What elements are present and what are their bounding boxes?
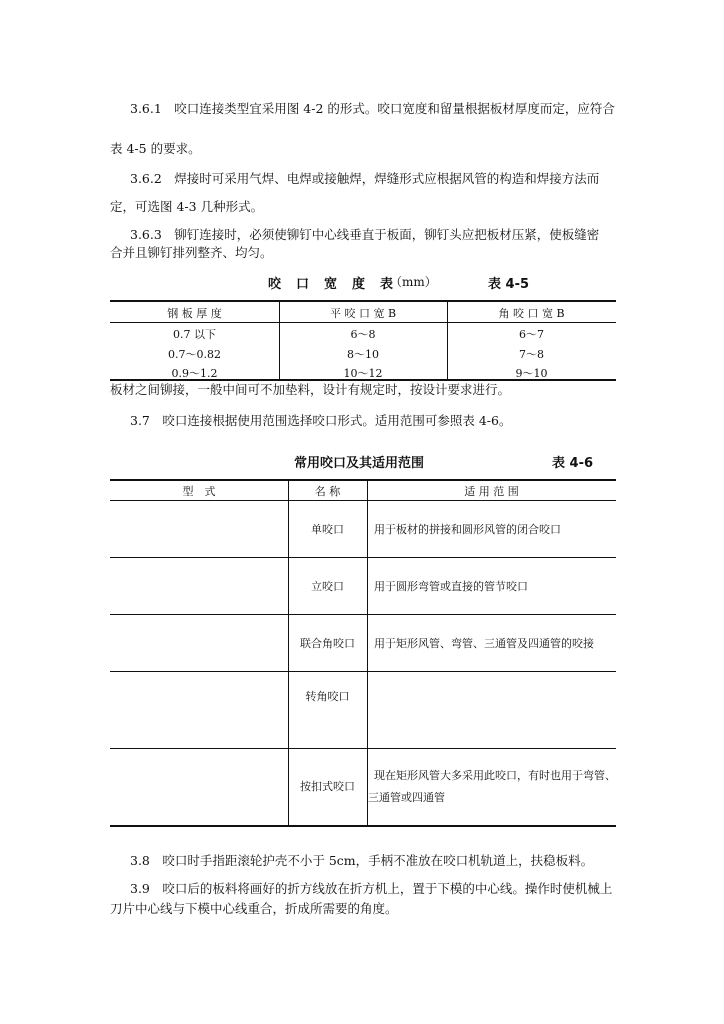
table-4-5-row-2-flat: 8～10 [347, 348, 379, 361]
table-4-6-bottom-rule [110, 825, 616, 827]
paragraph-3-9-line-2: 刀片中心线与下模中心线重合，折成所需要的角度。 [110, 901, 398, 916]
table-4-6-row-rule-1 [110, 557, 616, 558]
table-4-5-header-rule [110, 322, 616, 323]
table-4-6-row-3-name: 联合角咬口 [300, 637, 355, 650]
table-4-6-row-2-name: 立咬口 [311, 580, 344, 593]
table-4-6-row-rule-3 [110, 671, 616, 672]
table-4-5-row-1-corner: 6～7 [519, 328, 544, 341]
table-4-5-row-2-corner: 7～8 [519, 348, 544, 361]
paragraph-3-6-2-line-2: 定，可选图 4-3 几种形式。 [110, 199, 264, 214]
table-4-6-row-rule-4 [110, 748, 616, 749]
table-4-6-row-1-name: 单咬口 [311, 523, 344, 536]
paragraph-3-6-3-line-2: 合并且铆钉排列整齐、均匀。 [110, 245, 273, 260]
table-4-6-row-2-scope: 用于圆形弯管或直接的管节咬口 [374, 580, 528, 593]
table-4-5-number: 表 4-5 [488, 277, 530, 292]
table-4-5-row-2-thickness: 0.7～0.82 [168, 348, 221, 361]
table-4-6-title: 常用咬口及其适用范围 [294, 456, 425, 471]
table-4-6-number: 表 4-6 [552, 456, 594, 471]
table-4-6-row-5-scope-line-1: 现在矩形风管大多采用此咬口，有时也用于弯管、 [374, 769, 616, 782]
table-4-6-row-4-name: 转角咬口 [305, 690, 350, 703]
table-4-6-row-3-scope: 用于矩形风管、弯管、三通管及四通管的咬接 [374, 637, 594, 650]
paragraph-3-6-2-line-1: 3.6.2 焊接时可采用气焊、电焊或接触焊，焊缝形式应根据风管的构造和焊接方法而 [130, 171, 600, 186]
table-4-5-title: 咬 口 宽 度 表 [268, 277, 395, 292]
table-4-5-row-3-thickness: 0.9～1.2 [171, 367, 218, 380]
table-4-6-header-rule [110, 500, 616, 501]
paragraph-riveting-note: 板材之间铆接，一般中间可不加垫料，设计有规定时，按设计要求进行。 [110, 382, 511, 397]
table-4-5-header-flat-width: 平 咬 口 宽 B [329, 307, 397, 320]
table-4-5-top-rule [110, 300, 616, 302]
table-4-5-row-1-flat: 6～8 [350, 328, 376, 341]
paragraph-3-6-1-line-2: 表 4-5 的要求。 [110, 141, 201, 156]
table-4-6-row-5-name: 按扣式咬口 [300, 780, 355, 793]
table-4-5-header-corner-width: 角 咬 口 宽 B [498, 307, 565, 320]
table-4-6-row-1-scope: 用于板材的拼接和圆形风管的闭合咬口 [374, 523, 561, 536]
table-4-5-unit: （mm） [390, 275, 437, 289]
table-4-6-row-5-scope-line-2: 三通管或四通管 [368, 791, 445, 804]
table-4-6-header-scope: 适 用 范 围 [464, 485, 519, 498]
table-4-6-header-name: 名 称 [314, 485, 341, 498]
paragraph-3-6-1-line-1: 3.6.1 咬口连接类型宜采用图 4-2 的形式。咬口宽度和留量根据板材厚度而定，应符合 [130, 101, 615, 116]
table-4-6-col-divider-2 [367, 479, 368, 825]
paragraph-3-6-3-line-1: 3.6.3 铆钉连接时，必须使铆钉中心线垂直于板面，铆钉头应把板材压紧，使板缝密 [130, 227, 600, 242]
paragraph-3-9-line-1: 3.9 咬口后的板料将画好的折方线放在折方机上，置于下模的中心线。操作时使机械上 [130, 881, 613, 896]
table-4-6-top-rule [110, 479, 616, 481]
paragraph-3-7: 3.7 咬口连接根据使用范围选择咬口形式。适用范围可参照表 4-6。 [130, 413, 512, 428]
table-4-5-row-3-flat: 10～12 [343, 367, 383, 380]
table-4-5-row-3-corner: 9～10 [515, 367, 548, 380]
table-4-6-row-rule-2 [110, 614, 616, 615]
table-4-6-header-type: 型 式 [182, 485, 216, 498]
table-4-5-header-thickness: 钢 板 厚 度 [167, 307, 222, 320]
paragraph-3-8: 3.8 咬口时手指距滚轮护壳不小于 5cm，手柄不准放在咬口机轨道上，扶稳板料。 [130, 853, 594, 868]
table-4-5-row-1-thickness: 0.7 以下 [173, 328, 216, 341]
